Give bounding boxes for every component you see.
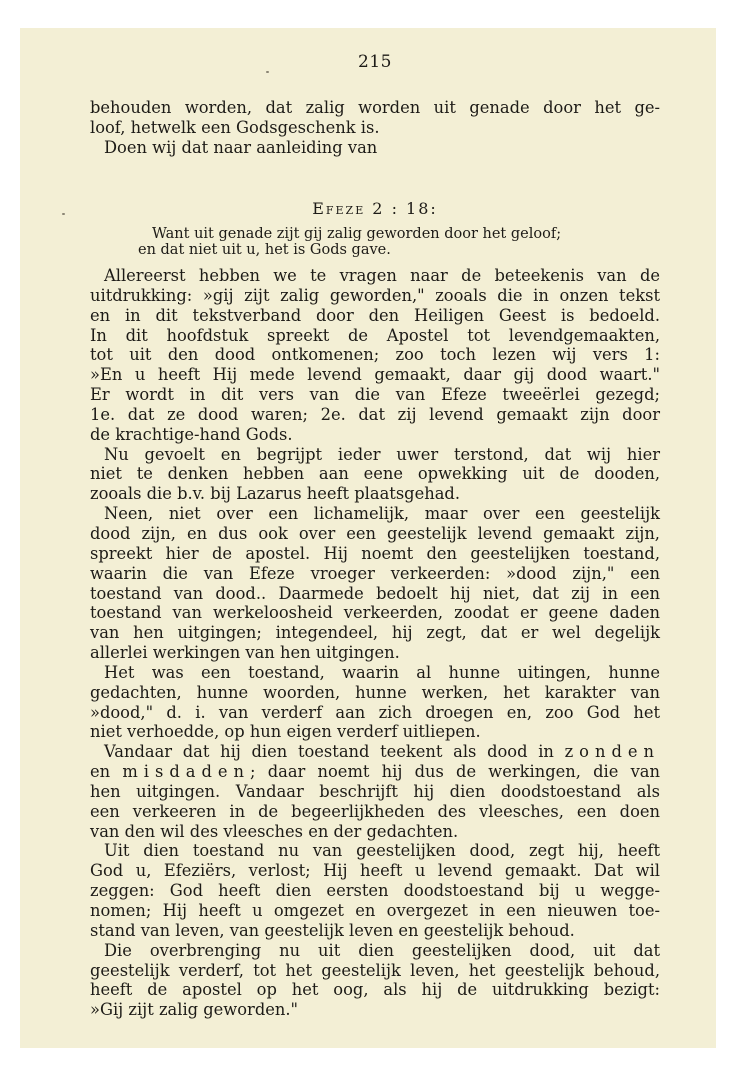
- text-line: Uit dien toestand nu van geestelijken dood, zegt hij, heeft: [104, 841, 660, 861]
- scripture-heading: [90, 199, 660, 218]
- text-line: Die overbrenging nu uit dien geestelijken dood, uit dat: [104, 940, 660, 960]
- text-line: de krachtige-hand Gods.: [90, 424, 293, 444]
- text-fragment: ; daar noemt hij dus de werkingen, die van: [250, 762, 660, 782]
- text-line: Nu gevoelt en begrijpt ieder uwer terstond, dat wij hier: [104, 444, 660, 464]
- text-line: toestand van dood.. Daarmede bedoelt hij niet, dat zij in een: [90, 583, 660, 603]
- quote-line: en dat niet uit u, het is Gods gave.: [138, 242, 391, 258]
- text-line: stand van leven, van geestelijk leven en geestelijk behoud.: [90, 920, 575, 940]
- text-line: »En u heeft Hij mede levend gemaakt, daar gij dood waart.": [90, 365, 660, 385]
- text-line: Neen, niet over een lichamelijk, maar over een geestelijk: [104, 504, 660, 524]
- text-line: »Gij zijt zalig geworden.": [90, 1000, 299, 1020]
- scripture-quote: [138, 226, 648, 258]
- scripture-heading-text: Efeze 2 : 18:: [312, 199, 438, 218]
- text-line: Allereerst hebben we te vragen naar de beteekenis van de: [104, 266, 660, 285]
- text-line: heeft de apostel op het oog, als hij de uitdrukking bezigt:: [90, 980, 660, 1000]
- text-line: gedachten, hunne woorden, hunne werken, het karakter van: [90, 682, 660, 702]
- text-line: toestand van werkeloosheid verkeerden, zoodat er geene daden: [90, 603, 660, 623]
- text-line: en in dit tekstverband door den Heiligen Geest is bedoeld.: [90, 305, 660, 325]
- intro-paragraph: [90, 98, 660, 158]
- page-number: 215: [358, 52, 392, 72]
- text-line: waarin die van Efeze vroeger verkeerden: »dood zijn," een: [90, 563, 660, 583]
- text-line: niet te denken hebben aan eene opwekking uit de dooden,: [90, 464, 660, 484]
- quote-line: Want uit genade zijt gij zalig geworden door het geloof;: [152, 226, 562, 242]
- text-line: Doen wij dat naar aanleiding van: [104, 137, 378, 157]
- text-line: niet verhoedde, op hun eigen verderf uitliepen.: [90, 722, 481, 742]
- text-line: zooals die b.v. bij Lazarus heeft plaatsgehad.: [90, 484, 461, 504]
- text-line: loof, hetwelk een Godsgeschenk is.: [90, 117, 380, 137]
- text-line: tot uit den dood ontkomenen; zoo toch lezen wij vers 1:: [90, 345, 660, 365]
- text-line: God u, Efeziërs, verlost; Hij heeft u levend gemaakt. Dat wil: [90, 861, 660, 881]
- text-line: 1e. dat ze dood waren; 2e. dat zij levend gemaakt zijn door: [90, 404, 660, 424]
- body-paragraphs: [90, 266, 660, 1020]
- text-line: een verkeeren in de begeerlijkheden des vleesches, een doen: [90, 801, 660, 821]
- text-line: spreekt hier de apostel. Hij noemt den geestelijken toestand,: [90, 543, 660, 563]
- text-line: geestelijk verderf, tot het geestelijk leven, het geestelijk behoud,: [90, 960, 660, 980]
- text-line: van den wil des vleesches en der gedachten.: [90, 821, 459, 841]
- text-line: Het was een toestand, waarin al hunne uitingen, hunne: [104, 662, 660, 682]
- text-line: »dood," d. i. van verderf aan zich droegen en, zoo God het: [90, 702, 660, 722]
- text-fragment: Vandaar dat hij dien toestand teekent als dood in: [104, 742, 554, 762]
- text-line: dood zijn, en dus ook over een geestelijk levend gemaakt zijn,: [90, 523, 660, 543]
- text-line: van hen uitgingen; integendeel, hij zegt, dat er wel degelijk: [90, 623, 660, 643]
- emphasis-word: misdaden: [122, 762, 251, 782]
- text-line: Er wordt in dit vers van die van Efeze tweeërlei gezegd;: [90, 385, 660, 405]
- text-line: nomen; Hij heeft u omgezet en overgezet in een nieuwen toe-: [90, 901, 660, 920]
- text-line: [90, 742, 660, 762]
- text-line: [90, 762, 660, 782]
- text-line: hen uitgingen. Vandaar beschrijft hij dien doodstoestand als: [90, 781, 660, 801]
- text-line: allerlei werkingen van hen uitgingen.: [90, 643, 400, 663]
- text-fragment: en: [90, 762, 111, 782]
- text-line: uitdrukking: »gij zijt zalig geworden," zooals die in onzen tekst: [90, 285, 660, 305]
- text-line: behouden worden, dat zalig worden uit genade door het ge-: [90, 98, 660, 117]
- paper-speck: [62, 213, 65, 215]
- emphasis-word: zonden: [564, 742, 660, 762]
- text-line: zeggen: God heeft dien eersten doodstoestand bij u wegge-: [90, 881, 660, 901]
- text-line: In dit hoofdstuk spreekt de Apostel tot levendgemaakten,: [90, 325, 660, 345]
- book-page: [20, 28, 716, 1048]
